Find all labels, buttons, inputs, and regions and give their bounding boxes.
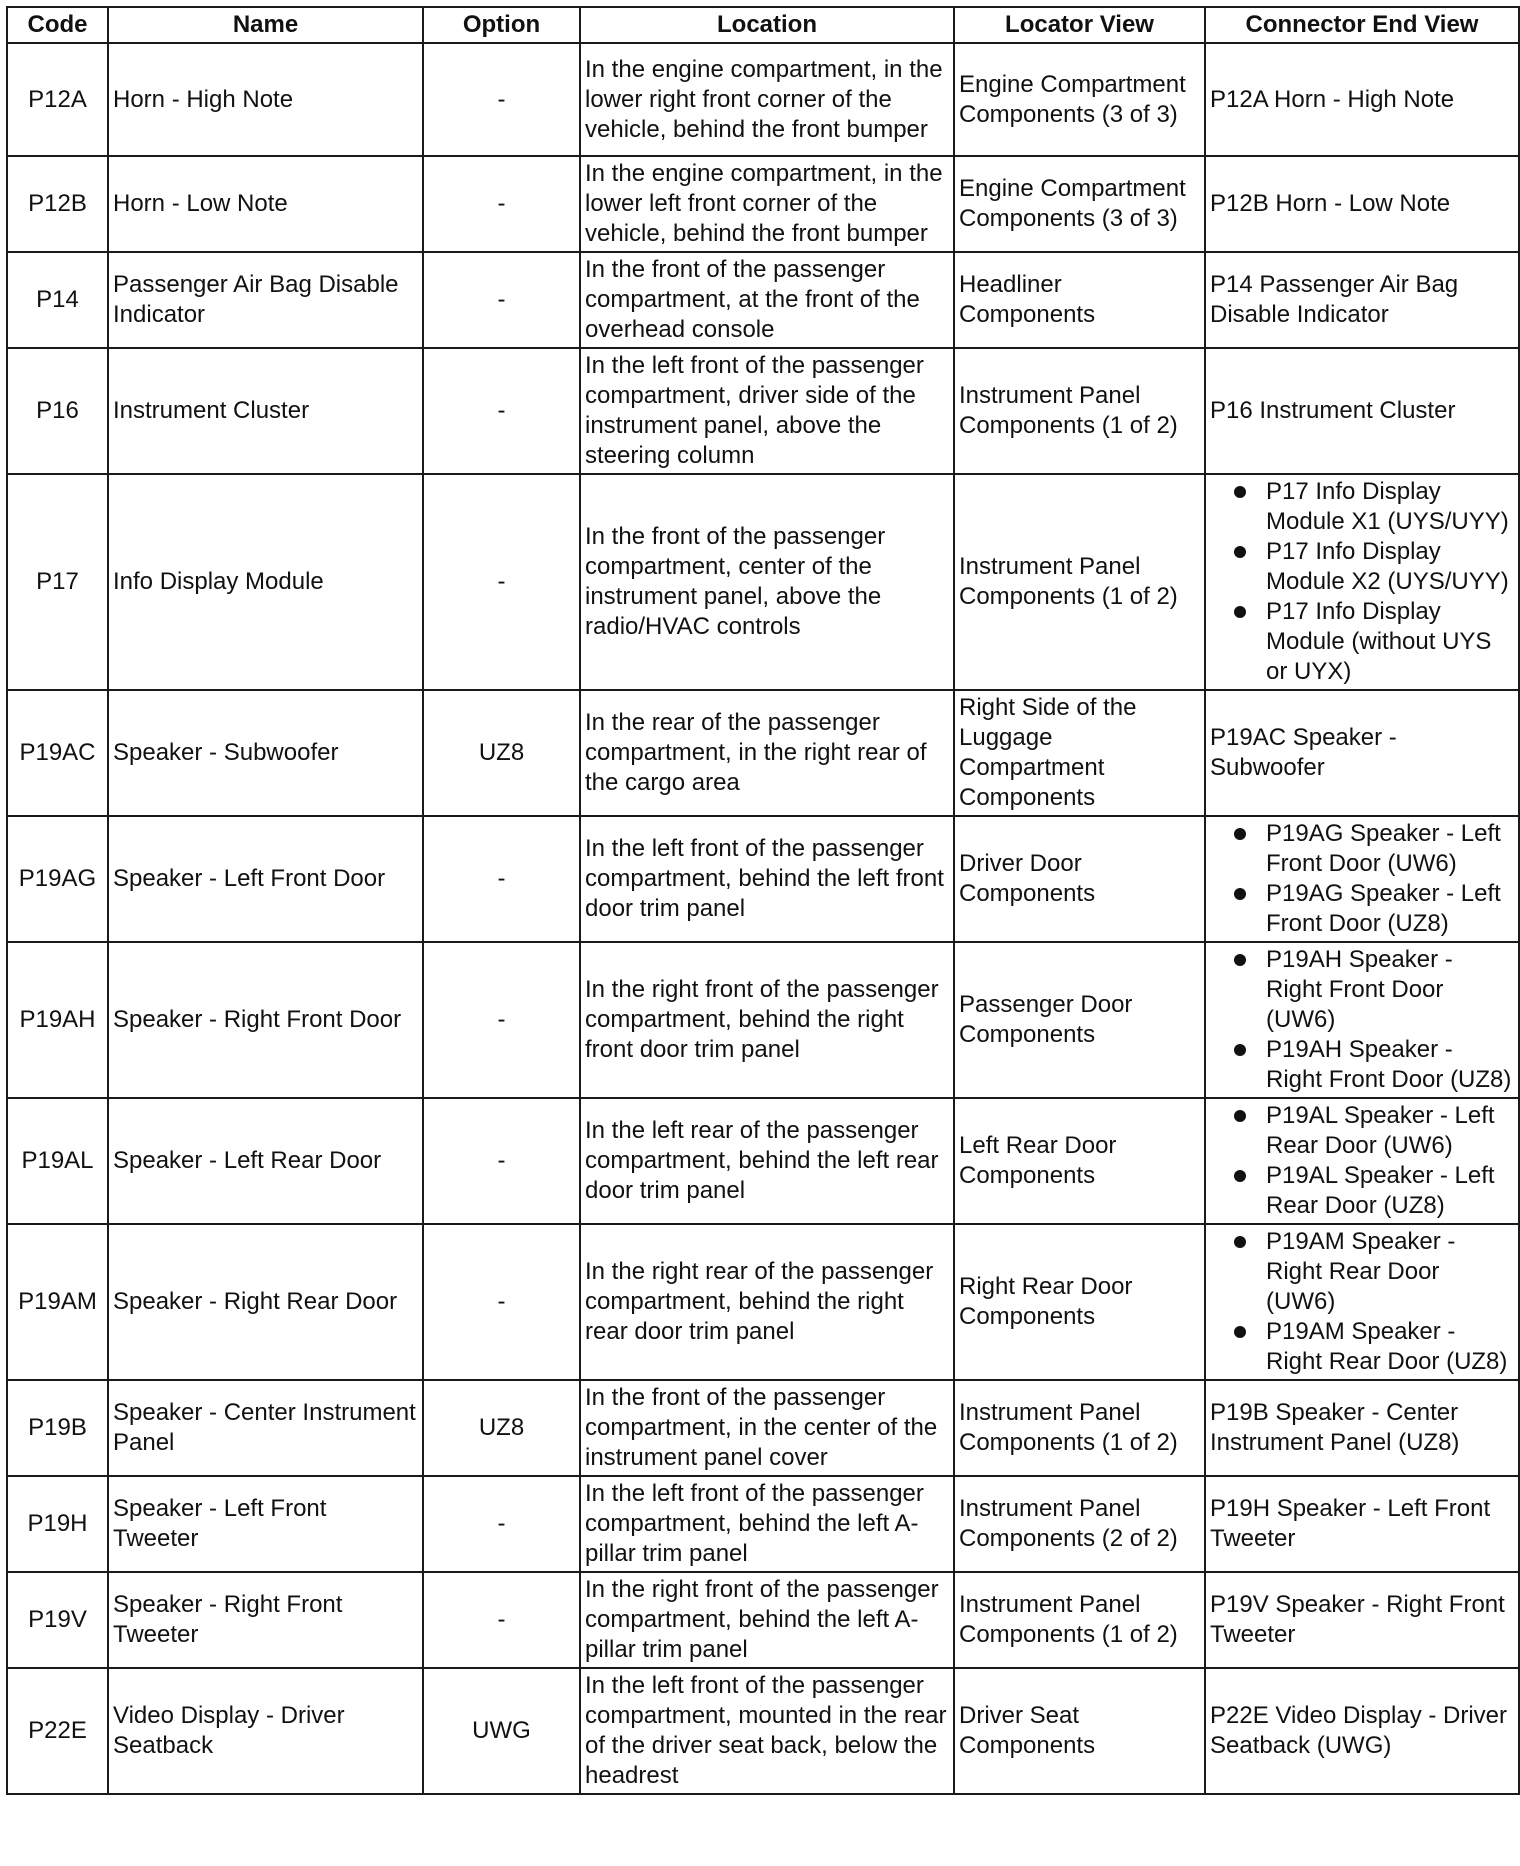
- bullet-icon: [1234, 888, 1246, 900]
- connector-end-view: P19H Speaker - Left Front Tweeter: [1205, 1476, 1519, 1572]
- connector-list-item: [1214, 819, 1514, 879]
- component-location: In the front of the passenger compartment, in the center of the instrument panel cover: [580, 1380, 954, 1476]
- bullet-icon: [1234, 486, 1246, 498]
- connector-list-item: [1214, 477, 1514, 537]
- locator-view-link: Instrument Panel Components (1 of 2): [954, 1572, 1205, 1668]
- bullet-icon: [1234, 1110, 1246, 1122]
- component-location: In the left front of the passenger compartment, behind the left front door trim panel: [580, 816, 954, 942]
- component-code: P12A: [7, 43, 108, 156]
- locator-view-link: Left Rear Door Components: [954, 1098, 1205, 1224]
- component-name: Speaker - Left Front Door: [108, 816, 423, 942]
- connector-list: [1210, 1101, 1514, 1221]
- table-row: [7, 690, 1519, 816]
- locator-view-link: Instrument Panel Components (1 of 2): [954, 348, 1205, 474]
- connector-list-item: [1214, 1317, 1514, 1377]
- table-row: [7, 348, 1519, 474]
- table-row: [7, 1098, 1519, 1224]
- component-name: Speaker - Right Front Door: [108, 942, 423, 1098]
- table-row: [7, 43, 1519, 156]
- component-name: Speaker - Right Front Tweeter: [108, 1572, 423, 1668]
- component-location: In the front of the passenger compartment, center of the instrument panel, above the radio/HVAC controls: [580, 474, 954, 690]
- component-code: P19AC: [7, 690, 108, 816]
- table-row: [7, 942, 1519, 1098]
- table-body: [7, 43, 1519, 1794]
- table-row: [7, 1572, 1519, 1668]
- component-location: In the right front of the passenger compartment, behind the right front door trim panel: [580, 942, 954, 1098]
- connector-end-view: [1205, 1224, 1519, 1380]
- locator-view-link: Engine Compartment Components (3 of 3): [954, 43, 1205, 156]
- table-row: [7, 156, 1519, 252]
- connector-list-item: [1214, 945, 1514, 1035]
- component-option: -: [423, 942, 580, 1098]
- table-row: [7, 474, 1519, 690]
- component-name: Horn - High Note: [108, 43, 423, 156]
- component-code: P12B: [7, 156, 108, 252]
- component-option: -: [423, 156, 580, 252]
- component-option: -: [423, 1098, 580, 1224]
- bullet-icon: [1234, 1170, 1246, 1182]
- component-code: P14: [7, 252, 108, 348]
- connector-list-item: [1214, 1035, 1514, 1095]
- connector-label: P19AL Speaker - Left Rear Door (UW6): [1266, 1102, 1495, 1159]
- component-name: Speaker - Right Rear Door: [108, 1224, 423, 1380]
- component-code: P19AL: [7, 1098, 108, 1224]
- component-option: -: [423, 43, 580, 156]
- component-option: UZ8: [423, 690, 580, 816]
- connector-list-item: [1214, 537, 1514, 597]
- bullet-icon: [1234, 954, 1246, 966]
- table-row: [7, 1224, 1519, 1380]
- connector-list: [1210, 819, 1514, 939]
- connector-label: P19AG Speaker - Left Front Door (UZ8): [1266, 880, 1501, 937]
- locator-view-link: Driver Seat Components: [954, 1668, 1205, 1794]
- connector-label: P17 Info Display Module X1 (UYS/UYY): [1266, 478, 1509, 535]
- component-option: UZ8: [423, 1380, 580, 1476]
- connector-end-view: P19B Speaker - Center Instrument Panel (UZ8): [1205, 1380, 1519, 1476]
- connector-end-view: P22E Video Display - Driver Seatback (UWG): [1205, 1668, 1519, 1794]
- component-name: Video Display - Driver Seatback: [108, 1668, 423, 1794]
- locator-view-link: Right Side of the Luggage Compartment Components: [954, 690, 1205, 816]
- component-location: In the left front of the passenger compartment, mounted in the rear of the driver seat back, below the headrest: [580, 1668, 954, 1794]
- connector-end-view: [1205, 1098, 1519, 1224]
- connector-end-view: P14 Passenger Air Bag Disable Indicator: [1205, 252, 1519, 348]
- component-location: In the right front of the passenger compartment, behind the left A-pillar trim panel: [580, 1572, 954, 1668]
- component-option: -: [423, 474, 580, 690]
- table-row: [7, 252, 1519, 348]
- component-code: P16: [7, 348, 108, 474]
- bullet-icon: [1234, 1044, 1246, 1056]
- header-location: Location: [580, 7, 954, 43]
- component-name: Passenger Air Bag Disable Indicator: [108, 252, 423, 348]
- component-name: Speaker - Subwoofer: [108, 690, 423, 816]
- component-option: -: [423, 1572, 580, 1668]
- connector-list: [1210, 945, 1514, 1095]
- header-row: [7, 7, 1519, 43]
- connector-label: P19AG Speaker - Left Front Door (UW6): [1266, 820, 1501, 877]
- component-location: In the front of the passenger compartment, at the front of the overhead console: [580, 252, 954, 348]
- connector-end-view: P12B Horn - Low Note: [1205, 156, 1519, 252]
- connector-label: P19AM Speaker - Right Rear Door (UW6): [1266, 1228, 1456, 1315]
- locator-view-link: Engine Compartment Components (3 of 3): [954, 156, 1205, 252]
- bullet-icon: [1234, 606, 1246, 618]
- component-option: -: [423, 816, 580, 942]
- connector-list-item: [1214, 1161, 1514, 1221]
- connector-end-view: P12A Horn - High Note: [1205, 43, 1519, 156]
- header-locator-view: Locator View: [954, 7, 1205, 43]
- bullet-icon: [1234, 828, 1246, 840]
- component-code: P19V: [7, 1572, 108, 1668]
- header-name: Name: [108, 7, 423, 43]
- component-name: Instrument Cluster: [108, 348, 423, 474]
- component-option: -: [423, 252, 580, 348]
- component-locator-sheet: [6, 6, 1520, 1795]
- component-code: P19AH: [7, 942, 108, 1098]
- component-code: P17: [7, 474, 108, 690]
- connector-label: P19AM Speaker - Right Rear Door (UZ8): [1266, 1318, 1508, 1375]
- component-name: Info Display Module: [108, 474, 423, 690]
- header-connector-end-view: Connector End View: [1205, 7, 1519, 43]
- component-code: P19AM: [7, 1224, 108, 1380]
- connector-list-item: [1214, 1227, 1514, 1317]
- connector-end-view: P16 Instrument Cluster: [1205, 348, 1519, 474]
- component-code: P19H: [7, 1476, 108, 1572]
- connector-end-view: P19AC Speaker - Subwoofer: [1205, 690, 1519, 816]
- component-location: In the engine compartment, in the lower left front corner of the vehicle, behind the front bumper: [580, 156, 954, 252]
- component-location: In the left front of the passenger compartment, behind the left A-pillar trim panel: [580, 1476, 954, 1572]
- connector-list-item: [1214, 879, 1514, 939]
- table-row: [7, 1668, 1519, 1794]
- connector-end-view: [1205, 816, 1519, 942]
- connector-end-view: [1205, 942, 1519, 1098]
- component-name: Speaker - Left Front Tweeter: [108, 1476, 423, 1572]
- bullet-icon: [1234, 1236, 1246, 1248]
- component-option: -: [423, 1476, 580, 1572]
- component-option: -: [423, 348, 580, 474]
- connector-end-view: [1205, 474, 1519, 690]
- component-option: -: [423, 1224, 580, 1380]
- component-name: Speaker - Center Instrument Panel: [108, 1380, 423, 1476]
- component-location: In the left rear of the passenger compartment, behind the left rear door trim panel: [580, 1098, 954, 1224]
- connector-label: P19AL Speaker - Left Rear Door (UZ8): [1266, 1162, 1495, 1219]
- component-code: P19B: [7, 1380, 108, 1476]
- component-option: UWG: [423, 1668, 580, 1794]
- connector-list-item: [1214, 597, 1514, 687]
- connector-list: [1210, 477, 1514, 687]
- connector-label: P19AH Speaker - Right Front Door (UW6): [1266, 946, 1453, 1033]
- connector-label: P17 Info Display Module (without UYS or UYX): [1266, 598, 1492, 685]
- component-location: In the engine compartment, in the lower right front corner of the vehicle, behind the front bumper: [580, 43, 954, 156]
- component-location: In the left front of the passenger compartment, driver side of the instrument panel, above the steering column: [580, 348, 954, 474]
- header-code: Code: [7, 7, 108, 43]
- component-name: Speaker - Left Rear Door: [108, 1098, 423, 1224]
- component-name: Horn - Low Note: [108, 156, 423, 252]
- table-row: [7, 1476, 1519, 1572]
- locator-view-link: Instrument Panel Components (1 of 2): [954, 1380, 1205, 1476]
- component-locator-table: [6, 6, 1520, 1795]
- component-code: P19AG: [7, 816, 108, 942]
- locator-view-link: Instrument Panel Components (2 of 2): [954, 1476, 1205, 1572]
- connector-label: P17 Info Display Module X2 (UYS/UYY): [1266, 538, 1509, 595]
- header-option: Option: [423, 7, 580, 43]
- connector-label: P19AH Speaker - Right Front Door (UZ8): [1266, 1036, 1512, 1093]
- connector-list: [1210, 1227, 1514, 1377]
- locator-view-link: Right Rear Door Components: [954, 1224, 1205, 1380]
- bullet-icon: [1234, 1326, 1246, 1338]
- table-row: [7, 816, 1519, 942]
- connector-end-view: P19V Speaker - Right Front Tweeter: [1205, 1572, 1519, 1668]
- locator-view-link: Driver Door Components: [954, 816, 1205, 942]
- component-location: In the right rear of the passenger compartment, behind the right rear door trim panel: [580, 1224, 954, 1380]
- connector-list-item: [1214, 1101, 1514, 1161]
- table-row: [7, 1380, 1519, 1476]
- locator-view-link: Passenger Door Components: [954, 942, 1205, 1098]
- locator-view-link: Instrument Panel Components (1 of 2): [954, 474, 1205, 690]
- component-code: P22E: [7, 1668, 108, 1794]
- locator-view-link: Headliner Components: [954, 252, 1205, 348]
- component-location: In the rear of the passenger compartment, in the right rear of the cargo area: [580, 690, 954, 816]
- bullet-icon: [1234, 546, 1246, 558]
